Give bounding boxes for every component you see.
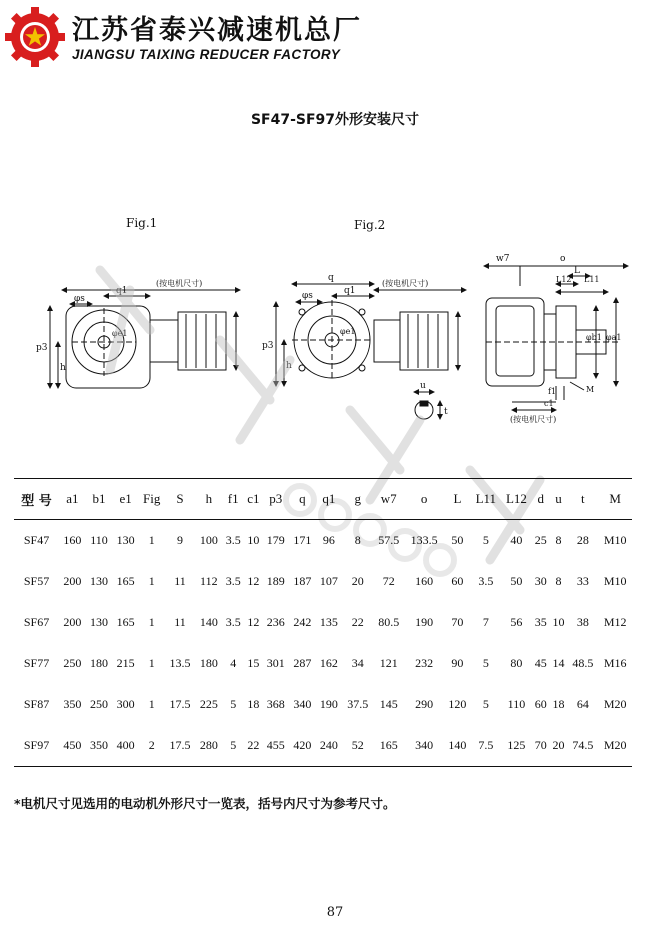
- table-cell: 38: [576, 615, 589, 629]
- side-dim-w7: w7: [496, 254, 510, 264]
- table-cell: 107: [319, 574, 338, 588]
- table-cell: 18: [247, 697, 260, 711]
- table-cell: 340: [404, 725, 444, 767]
- table-cell: 189: [266, 574, 285, 588]
- table-cell: 160: [63, 533, 82, 547]
- fig1-drawing: [50, 290, 240, 388]
- table-cell: 50: [510, 574, 523, 588]
- table-row: [14, 602, 632, 643]
- page-title: SF47-SF97外形安装尺寸: [250, 112, 420, 128]
- table-cell: 1: [148, 574, 155, 588]
- table-cell: M16: [603, 656, 627, 670]
- column-header-fig: Fig: [139, 479, 165, 520]
- fig2-dim-q1: q1: [344, 286, 356, 296]
- footnote: *电机尺寸见选用的电动机外形尺寸一览表，括号内尺寸为参考尺寸。: [14, 796, 396, 811]
- table-cell: 8: [354, 533, 361, 547]
- table-cell: M20: [598, 725, 632, 767]
- column-header-model: 型 号: [14, 479, 59, 520]
- fig1-label: Fig.1: [126, 216, 158, 230]
- column-header-f1: f1: [222, 479, 244, 520]
- table-cell: 25: [534, 533, 547, 547]
- table-cell: 165: [373, 725, 404, 767]
- column-header-b1: b1: [86, 479, 113, 520]
- table-cell: 2: [139, 725, 165, 767]
- table-cell: 17.5: [165, 725, 196, 767]
- table-cell: 200: [63, 615, 82, 629]
- table-cell: 112: [200, 574, 218, 588]
- table-cell: 1: [148, 656, 155, 670]
- table-body: [14, 520, 632, 767]
- table-cell: 420: [289, 725, 316, 767]
- table-cell: 100: [199, 533, 218, 547]
- model-cell: SF57: [23, 574, 50, 588]
- side-dim-b1: φb1: [586, 333, 602, 342]
- table-cell: 10: [247, 533, 260, 547]
- table-row: [14, 561, 632, 602]
- table-cell: 57.5: [378, 533, 400, 547]
- column-header-t: t: [567, 479, 598, 520]
- table-cell: 5: [482, 533, 489, 547]
- table-cell: 130: [90, 615, 108, 629]
- table-cell: M10: [603, 574, 627, 588]
- table-cell: 125: [501, 725, 532, 767]
- table-cell: M12: [603, 615, 627, 629]
- table-cell: 280: [196, 725, 223, 767]
- column-header-l12: L12: [501, 479, 532, 520]
- table-cell: 5: [482, 697, 489, 711]
- table-cell: 12: [247, 574, 260, 588]
- table-cell: M20: [603, 697, 627, 711]
- model-cell: SF67: [23, 615, 50, 629]
- table-cell: 120: [448, 697, 467, 711]
- table-cell: 80: [510, 656, 523, 670]
- table-cell: 96: [322, 533, 335, 547]
- table-cell: 242: [293, 615, 312, 629]
- table-cell: 45: [534, 656, 547, 670]
- table-cell: 60: [534, 697, 547, 711]
- column-header-w7: w7: [373, 479, 404, 520]
- table-row: [14, 520, 632, 562]
- table-cell: 3.5: [225, 615, 241, 629]
- table-cell: 5: [222, 725, 244, 767]
- table-cell: 5: [230, 697, 237, 711]
- table-cell: 33: [576, 574, 589, 588]
- table-cell: 287: [293, 656, 312, 670]
- side-dim-f1: f1: [548, 387, 557, 396]
- column-header-q1: q1: [316, 479, 343, 520]
- model-cell: SF47: [23, 533, 50, 547]
- table-cell: 7: [482, 615, 489, 629]
- table-cell: 37.5: [347, 697, 369, 711]
- spec-table: [14, 478, 632, 767]
- table-cell: 11: [174, 615, 186, 629]
- side-dim-L12: L12: [556, 275, 572, 284]
- table-cell: 3.5: [478, 574, 494, 588]
- table-cell: 110: [90, 533, 108, 547]
- table-row: [14, 725, 632, 767]
- table-cell: 301: [266, 656, 285, 670]
- column-header-l: L: [444, 479, 471, 520]
- table-cell: 130: [90, 574, 108, 588]
- fig1-motor-note: (按电机尺寸): [156, 279, 203, 288]
- fig1-dim-e1: φe1: [112, 329, 128, 338]
- column-header-q: q: [289, 479, 316, 520]
- column-header-h: h: [196, 479, 223, 520]
- model-cell: SF87: [23, 697, 50, 711]
- technical-drawings: [0, 240, 670, 440]
- table-cell: 455: [262, 725, 289, 767]
- keyway-dim-u: u: [420, 381, 426, 391]
- model-cell: SF77: [23, 656, 50, 670]
- fig2-drawing: [276, 284, 466, 419]
- table-cell: 130: [116, 533, 135, 547]
- fig2-dim-q: q: [328, 273, 334, 283]
- column-header-o: o: [404, 479, 444, 520]
- model-cell: SF97: [14, 725, 59, 767]
- fig1-dim-q1: q1: [116, 286, 128, 296]
- column-header-l11: L11: [471, 479, 501, 520]
- table-cell: 22: [244, 725, 262, 767]
- page-number: 87: [326, 905, 344, 920]
- table-cell: 110: [507, 697, 526, 711]
- table-cell: 135: [319, 615, 338, 629]
- table-cell: 17.5: [169, 697, 191, 711]
- fig2-dim-p3: p3: [262, 341, 274, 351]
- column-header-a1: a1: [59, 479, 86, 520]
- table-cell: 165: [116, 615, 135, 629]
- table-cell: 60: [451, 574, 464, 588]
- column-header-u: u: [550, 479, 568, 520]
- table-cell: 13.5: [169, 656, 191, 670]
- table-cell: 236: [266, 615, 285, 629]
- table-cell: 11: [174, 574, 186, 588]
- table-cell: 171: [293, 533, 312, 547]
- table-cell: 179: [266, 533, 285, 547]
- column-header-c1: c1: [244, 479, 262, 520]
- column-header-s: S: [165, 479, 196, 520]
- table-cell: 28: [576, 533, 589, 547]
- side-dim-M: M: [586, 385, 595, 394]
- table-cell: 15: [247, 656, 260, 670]
- table-cell: 200: [63, 574, 82, 588]
- table-cell: 56: [510, 615, 523, 629]
- page-header: [0, 0, 670, 72]
- fig2-dim-s: φs: [302, 291, 313, 301]
- table-cell: 240: [316, 725, 343, 767]
- table-cell: 12: [247, 615, 260, 629]
- table-cell: 140: [444, 725, 471, 767]
- side-motor-note: (按电机尺寸): [510, 415, 557, 424]
- table-cell: 30: [534, 574, 547, 588]
- table-header-row: [14, 479, 632, 520]
- table-cell: 40: [510, 533, 523, 547]
- table-cell: M10: [603, 533, 627, 547]
- table-cell: 8: [555, 533, 562, 547]
- table-row: [14, 684, 632, 725]
- table-cell: 3.5: [225, 533, 241, 547]
- table-cell: 20: [351, 574, 364, 588]
- column-header-g: g: [342, 479, 373, 520]
- table-cell: 140: [199, 615, 218, 629]
- table-cell: 14: [552, 656, 565, 670]
- fig2-dim-h: h: [286, 361, 292, 371]
- table-cell: 1: [148, 615, 155, 629]
- table-cell: 80.5: [378, 615, 400, 629]
- side-dim-L: L: [574, 266, 580, 276]
- fig2-label: Fig.2: [354, 218, 386, 232]
- table-cell: 190: [319, 697, 338, 711]
- fig1-dim-s: φs: [74, 294, 85, 304]
- table-row: [14, 643, 632, 684]
- company-name-cn: 江苏省泰兴减速机总厂: [72, 15, 362, 46]
- table-cell: 1: [148, 697, 155, 711]
- keyway-dim-t: t: [444, 407, 448, 417]
- table-cell: 225: [199, 697, 218, 711]
- side-dim-L11: L11: [584, 275, 600, 284]
- table-cell: 450: [59, 725, 86, 767]
- fig2-dim-e1: φe1: [340, 327, 356, 336]
- table-cell: 7.5: [471, 725, 501, 767]
- column-header-e1: e1: [112, 479, 139, 520]
- table-cell: 350: [86, 725, 113, 767]
- column-header-d: d: [532, 479, 550, 520]
- table-cell: 350: [63, 697, 82, 711]
- fig1-dim-h: h: [60, 363, 66, 373]
- table-cell: 74.5: [567, 725, 598, 767]
- fig1-dim-p3: p3: [36, 343, 48, 353]
- table-cell: 90: [451, 656, 464, 670]
- table-cell: 121: [379, 656, 398, 670]
- table-cell: 9: [177, 533, 184, 547]
- table-cell: 5: [482, 656, 489, 670]
- table-cell: 70: [532, 725, 550, 767]
- table-cell: 368: [266, 697, 285, 711]
- side-dim-c1: c1: [544, 399, 554, 408]
- table-cell: 250: [63, 656, 82, 670]
- table-cell: 20: [550, 725, 568, 767]
- table-cell: 10: [552, 615, 565, 629]
- company-name-en: JIANGSU TAIXING REDUCER FACTORY: [72, 47, 341, 62]
- table-cell: 162: [319, 656, 338, 670]
- table-cell: 18: [552, 697, 565, 711]
- table-cell: 72: [382, 574, 395, 588]
- table-cell: 64: [576, 697, 589, 711]
- table-cell: 52: [342, 725, 373, 767]
- side-dim-a1: φa1: [606, 333, 622, 342]
- fig2-motor-note: (按电机尺寸): [382, 279, 429, 288]
- side-dim-o: o: [560, 254, 566, 264]
- table-cell: 70: [451, 615, 464, 629]
- table-cell: 50: [451, 533, 464, 547]
- table-cell: 187: [293, 574, 312, 588]
- table-cell: 3.5: [225, 574, 241, 588]
- table-cell: 165: [116, 574, 135, 588]
- column-header-p3: p3: [262, 479, 289, 520]
- table-cell: 300: [116, 697, 135, 711]
- table-cell: 8: [555, 574, 562, 588]
- table-cell: 400: [112, 725, 139, 767]
- table-cell: 232: [415, 656, 434, 670]
- table-cell: 180: [199, 656, 218, 670]
- column-header-m: M: [598, 479, 632, 520]
- company-logo: [4, 6, 66, 68]
- table-cell: 250: [90, 697, 108, 711]
- table-cell: 215: [116, 656, 135, 670]
- table-cell: 22: [351, 615, 364, 629]
- table-cell: 190: [415, 615, 434, 629]
- table-cell: 180: [90, 656, 108, 670]
- table-cell: 1: [148, 533, 155, 547]
- table-cell: 160: [415, 574, 434, 588]
- table-cell: 145: [379, 697, 398, 711]
- table-cell: 340: [293, 697, 312, 711]
- table-cell: 48.5: [572, 656, 594, 670]
- table-cell: 133.5: [410, 533, 438, 547]
- table-cell: 4: [230, 656, 237, 670]
- table-cell: 34: [351, 656, 364, 670]
- table-cell: 35: [534, 615, 547, 629]
- table-cell: 290: [415, 697, 434, 711]
